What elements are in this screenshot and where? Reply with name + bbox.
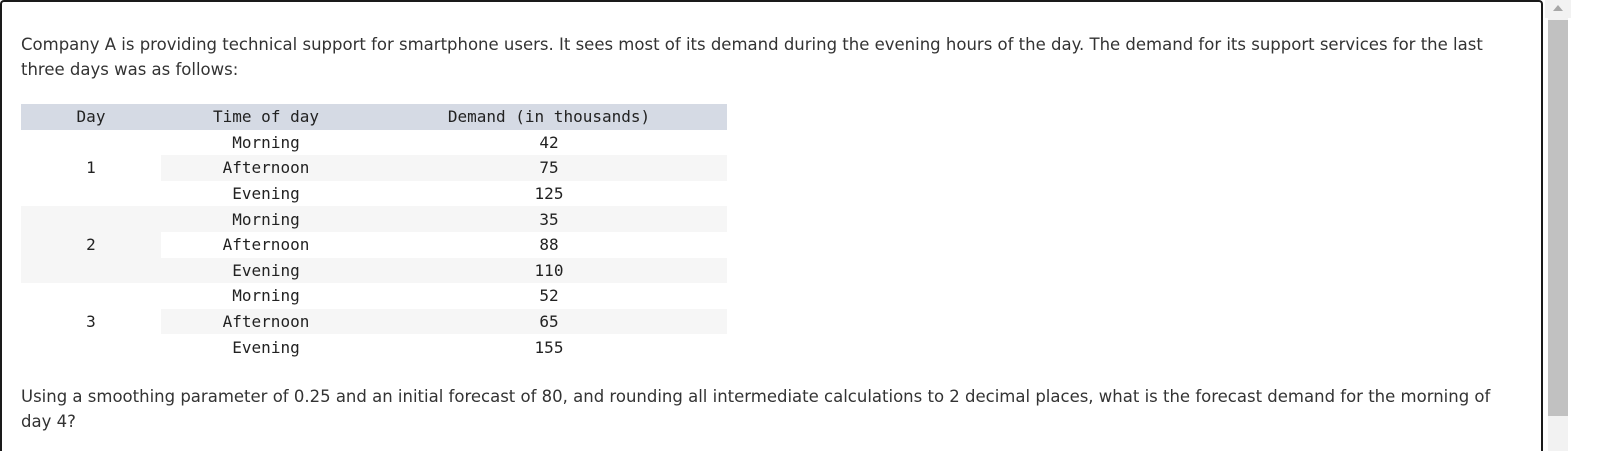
question-content — [21, 32, 1521, 434]
header-day: Day — [21, 104, 161, 130]
scroll-thumb[interactable] — [1548, 20, 1568, 416]
day-cell: 2 — [21, 206, 161, 283]
time-cell: Morning — [232, 286, 300, 306]
time-cell: Afternoon — [222, 235, 310, 255]
time-cell: Afternoon — [161, 309, 371, 335]
demand-cell: 42 — [539, 132, 559, 152]
time-cell: Morning — [161, 206, 371, 232]
demand-table — [21, 104, 727, 360]
question-prompt: Using a smoothing parameter of 0.25 and an initial forecast of 80, and rounding all intermediate calculations to 2 decimal places, what is the forecast demand for the morning of day 4? — [21, 386, 1491, 431]
demand-cell: 88 — [539, 235, 559, 255]
vertical-scrollbar[interactable] — [1545, 0, 1571, 451]
demand-cell: 65 — [371, 309, 727, 335]
demand-cell: 155 — [534, 337, 564, 357]
table-header-row — [21, 104, 727, 130]
demand-cell: 110 — [371, 258, 727, 284]
time-cell: Morning — [232, 132, 300, 152]
scroll-up-arrow-icon — [1553, 5, 1563, 11]
time-cell: Evening — [232, 184, 300, 204]
table-row — [21, 130, 727, 156]
time-cell: Afternoon — [161, 155, 371, 181]
scroll-up-button[interactable] — [1545, 0, 1571, 18]
demand-cell: 75 — [371, 155, 727, 181]
table-row — [21, 206, 727, 232]
demand-cell: 52 — [539, 286, 559, 306]
time-cell: Evening — [161, 258, 371, 284]
scroll-track[interactable] — [1548, 18, 1568, 451]
table-row — [21, 283, 727, 309]
header-demand: Demand (in thousands) — [371, 104, 727, 130]
question-intro: Company A is providing technical support for smartphone users. It sees most of its demand during the evening hours of the day. The demand for its support services for the last three days was as follows: — [21, 35, 1483, 79]
day-cell: 3 — [21, 283, 161, 360]
day-cell: 1 — [21, 130, 161, 207]
demand-cell: 35 — [371, 206, 727, 232]
header-time-of-day: Time of day — [161, 104, 371, 130]
demand-cell: 125 — [534, 184, 564, 204]
time-cell: Evening — [232, 337, 300, 357]
